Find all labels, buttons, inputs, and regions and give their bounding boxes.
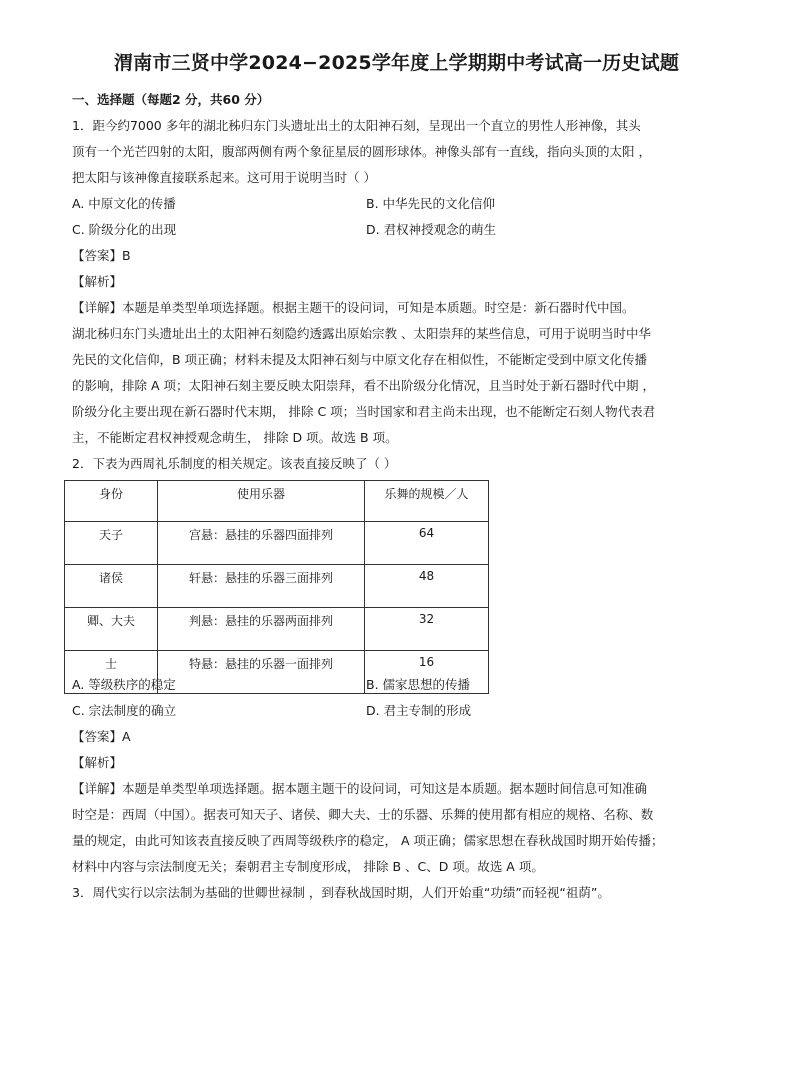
- q2-analysis-label: 【解析】: [72, 755, 123, 770]
- table-row: [65, 522, 489, 565]
- q1-detail-line-3: 先民的文化信仰，B 项正确；材料未提及太阳神石刻与中原文化存在相似性，不能断定受到中原文化传播: [72, 352, 648, 367]
- q1-detail-line-4: 的影响，排除 A 项；太阳神石刻主要反映太阳崇拜，看不出阶级分化情况，且当时处于新石器时代中期 ，: [72, 378, 655, 393]
- q1-detail-line-2: 湖北秭归东门头遗址出土的太阳神石刻隐约透露出原始宗教 、太阳崇拜的某些信息，可用于说明当时中华: [72, 326, 651, 341]
- q2-stem: 2．下表为西周礼乐制度的相关规定。该表直接反映了（ ）: [72, 456, 397, 471]
- q1-stem-line-3: 把太阳与该神像直接联系起来。这可用于说明当时（ ）: [72, 170, 376, 185]
- q2-option-c: C. 宗法制度的确立: [72, 703, 177, 718]
- table-cell: 天子: [65, 522, 158, 565]
- table-header-cell: 乐舞的规模／人: [365, 481, 489, 522]
- q2-option-b: B. 儒家思想的传播: [366, 677, 471, 692]
- q2-option-a: A. 等级秩序的稳定: [72, 677, 176, 692]
- table-row: [65, 565, 489, 608]
- q1-detail-line-5: 阶级分化主要出现在新石器时代末期， 排除 C 项；当时国家和君主尚未出现，也不能断定石刻人物代表君: [72, 404, 656, 419]
- q1-analysis-label: 【解析】: [72, 274, 123, 289]
- table-cell: 宫悬：悬挂的乐器四面排列: [158, 522, 365, 565]
- q2-detail-line-1: 【详解】本题是单类型单项选择题。据本题主题干的设问词，可知这是本质题。据本题时间信息可知准确: [72, 781, 648, 796]
- q1-detail-line-6: 主，不能断定君权神授观念萌生， 排除 D 项。故选 B 项。: [72, 430, 398, 445]
- table-cell: 特悬：悬挂的乐器一面排列: [158, 651, 365, 694]
- exam-title: 渭南市三贤中学2024−2025学年度上学期期中考试高一历史试题: [113, 52, 680, 74]
- table-header-cell: 使用乐器: [158, 481, 365, 522]
- section-heading: 一、选择题（每题2 分，共60 分）: [72, 92, 270, 107]
- q3-stem: 3．周代实行以宗法制为基础的世卿世禄制 ，到春秋战国时期，人们开始重“功绩”而轻视“祖荫”。: [72, 885, 610, 900]
- table-cell: 士: [65, 651, 158, 694]
- q1-option-c: C. 阶级分化的出现: [72, 222, 177, 237]
- q2-option-d: D. 君主专制的形成: [366, 703, 472, 718]
- table-header-cell: 身份: [65, 481, 158, 522]
- table-row: [65, 608, 489, 651]
- table-cell: 轩悬：悬挂的乐器三面排列: [158, 565, 365, 608]
- table-cell: 16: [365, 651, 489, 694]
- q1-answer: 【答案】B: [72, 248, 131, 263]
- table-cell: 卿、大夫: [65, 608, 158, 651]
- q2-detail-line-3: 量的规定，由此可知该表直接反映了西周等级秩序的稳定， A 项正确；儒家思想在春秋战国时期开始传播；: [72, 833, 664, 848]
- table-cell: 48: [365, 565, 489, 608]
- q1-stem-line-1: 1．距今约7000 多年的湖北秭归东门头遗址出土的太阳神石刻，呈现出一个直立的男性人形神像，其头: [72, 118, 641, 133]
- q2-detail-line-2: 时空是：西周（中国）。据表可知天子、诸侯、卿大夫、士的乐器、乐舞的使用都有相应的规格、名称、数: [72, 807, 654, 822]
- q2-answer: 【答案】A: [72, 729, 131, 744]
- table-cell: 64: [365, 522, 489, 565]
- table-cell: 诸侯: [65, 565, 158, 608]
- q1-detail-line-1: 【详解】本题是单类型单项选择题。根据主题干的设问词，可知是本质题。时空是：新石器时代中国。: [72, 300, 635, 315]
- rites-music-table: [64, 480, 489, 694]
- q2-detail-line-4: 材料中内容与宗法制度无关；秦朝君主专制度形成， 排除 B 、C、D 项。故选 A 项。: [72, 859, 544, 874]
- q1-option-d: D. 君权神授观念的萌生: [366, 222, 497, 237]
- table-cell: 32: [365, 608, 489, 651]
- q1-option-b: B. 中华先民的文化信仰: [366, 196, 496, 211]
- q1-option-a: A. 中原文化的传播: [72, 196, 176, 211]
- table-header-row: [65, 481, 489, 522]
- q1-stem-line-2: 顶有一个光芒四射的太阳，腹部两侧有两个象征星辰的圆形球体。神像头部有一直线，指向头顶的太阳 ，: [72, 144, 651, 159]
- table-cell: 判悬：悬挂的乐器两面排列: [158, 608, 365, 651]
